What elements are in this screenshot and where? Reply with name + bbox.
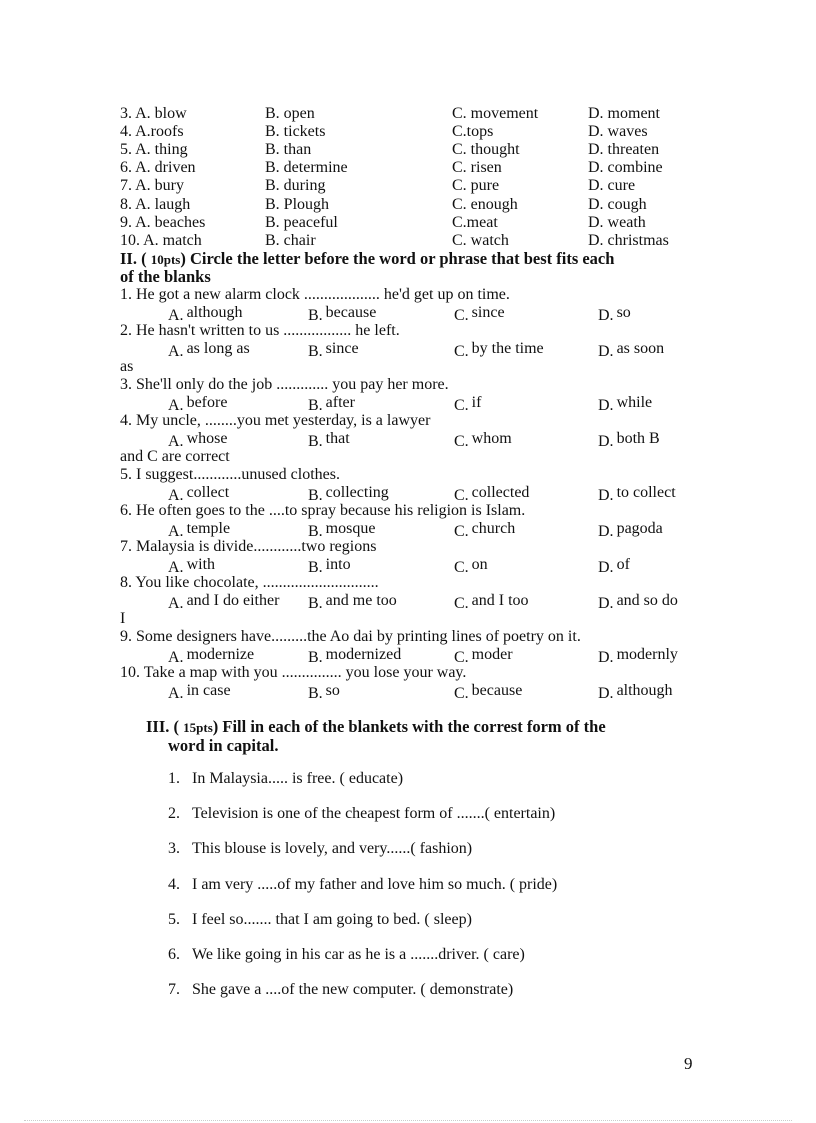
option-text: as long as <box>186 340 250 357</box>
option-letter: C. <box>454 685 469 702</box>
answer-option-a[interactable] <box>168 430 227 448</box>
option-text: temple <box>186 520 231 537</box>
option-text: into <box>325 556 351 573</box>
option-letter: C. <box>454 307 469 324</box>
pronunciation-option-a: 6. A. driven <box>120 159 196 177</box>
pronunciation-option-b: B. chair <box>265 231 316 249</box>
question-text: 4. My uncle, ........you met yesterday, is a lawyer <box>120 412 431 429</box>
pronunciation-option-d: D. weath <box>588 213 646 231</box>
answer-option-c[interactable] <box>454 556 488 574</box>
pronunciation-option-c: C. enough <box>452 195 518 213</box>
fill-in-item <box>168 804 708 824</box>
option-text: moder <box>471 646 513 663</box>
option-letter: A. <box>168 343 184 360</box>
option-text: after <box>325 394 355 411</box>
option-text: collected <box>471 484 530 501</box>
pronunciation-option-a: 4. A.roofs <box>120 123 184 141</box>
pronunciation-option-b: B. peaceful <box>265 213 338 231</box>
option-letter: B. <box>308 649 323 666</box>
option-letter: B. <box>308 307 323 324</box>
answer-options <box>168 484 708 502</box>
answer-option-b[interactable] <box>308 646 401 664</box>
option-letter: D. <box>598 523 614 540</box>
pronunciation-option-b: B. tickets <box>265 123 326 141</box>
option-letter: C. <box>454 487 469 504</box>
answer-option-c[interactable] <box>454 592 529 610</box>
option-text: whom <box>471 430 512 447</box>
option-text: although <box>616 682 673 699</box>
item-number: 2. <box>168 805 180 823</box>
answer-option-c[interactable] <box>454 484 529 502</box>
answer-option-d[interactable] <box>598 484 676 502</box>
answer-option-a[interactable] <box>168 646 254 664</box>
pronunciation-option-d: D. threaten <box>588 141 660 159</box>
option-text: because <box>325 304 377 321</box>
answer-option-b[interactable] <box>308 682 340 700</box>
answer-option-c[interactable] <box>454 430 512 448</box>
option-letter: A. <box>168 649 184 666</box>
fill-in-item <box>168 839 708 859</box>
answer-option-d[interactable] <box>598 682 673 700</box>
item-number: 5. <box>168 910 180 928</box>
item-text: We like going in his car as he is a .......driver. ( care) <box>192 946 525 963</box>
answer-option-d[interactable] <box>598 556 630 574</box>
option-text: of <box>616 556 630 573</box>
item-text: This blouse is lovely, and very......( fashion) <box>192 840 473 858</box>
section-3-heading-prefix: III. ( <box>146 717 184 736</box>
option-letter: C. <box>454 595 469 612</box>
option-text: and me too <box>325 592 397 609</box>
option-text: collect <box>186 484 230 501</box>
option-letter: C. <box>454 523 469 540</box>
option-text: pagoda <box>616 520 663 537</box>
fill-in-item <box>168 910 708 930</box>
section-2-heading-line-2: of the blanks <box>120 267 211 286</box>
pronunciation-option-c: C. risen <box>452 159 502 177</box>
option-letter: A. <box>168 433 184 450</box>
answer-option-b[interactable] <box>308 340 359 358</box>
option-text: before <box>186 394 228 411</box>
answer-option-b[interactable] <box>308 592 397 610</box>
pronunciation-row <box>120 214 710 232</box>
question-text: 9. Some designers have.........the Ao dai by printing lines of poetry on it. <box>120 628 581 645</box>
option-text: whose <box>186 430 228 447</box>
answer-option-a[interactable] <box>168 520 230 538</box>
option-letter: D. <box>598 595 614 612</box>
answer-option-a[interactable] <box>168 556 215 574</box>
section-2-heading-prefix: II. ( <box>120 249 151 268</box>
option-letter: A. <box>168 487 184 504</box>
pronunciation-option-a: 3. A. blow <box>120 105 187 122</box>
answer-option-b[interactable] <box>308 304 376 322</box>
answer-option-c[interactable] <box>454 340 544 358</box>
answer-options <box>168 340 708 358</box>
option-text: that <box>325 430 350 447</box>
option-text: if <box>471 394 482 411</box>
option-text: in case <box>186 682 231 699</box>
option-letter: C. <box>454 649 469 666</box>
option-text: so <box>616 304 631 321</box>
option-text: modernly <box>616 646 678 663</box>
pronunciation-option-b: B. open <box>265 105 315 122</box>
item-number: 4. <box>168 875 180 893</box>
option-letter: B. <box>308 487 323 504</box>
option-text: modernized <box>325 646 402 663</box>
answer-wrap-text: as <box>120 358 134 375</box>
answer-option-a[interactable] <box>168 682 231 700</box>
question-text: 10. Take a map with you ............... you lose your way. <box>120 664 467 681</box>
answer-options <box>168 520 708 538</box>
answer-option-b[interactable] <box>308 520 375 538</box>
question-text: 8. You like chocolate, ............................. <box>120 574 379 591</box>
answer-option-d[interactable] <box>598 592 678 610</box>
option-text: church <box>471 520 516 537</box>
answer-option-d[interactable] <box>598 304 631 322</box>
option-text: and so do <box>616 592 678 609</box>
pronunciation-row <box>120 232 710 250</box>
pronunciation-option-c: C. pure <box>452 177 500 195</box>
pronunciation-option-a: 10. A. match <box>120 231 202 249</box>
option-letter: B. <box>308 523 323 540</box>
option-letter: A. <box>168 595 184 612</box>
pronunciation-option-d: D. moment <box>588 105 660 122</box>
option-letter: A. <box>168 559 184 576</box>
fill-in-item <box>168 945 708 965</box>
answer-option-a[interactable] <box>168 394 227 412</box>
option-text: modernize <box>186 646 255 663</box>
pronunciation-option-c: C. movement <box>452 105 539 122</box>
option-letter: B. <box>308 595 323 612</box>
answer-options <box>168 646 708 664</box>
section-3-points: 15pts <box>183 720 213 735</box>
answer-option-d[interactable] <box>598 340 664 358</box>
answer-option-c[interactable] <box>454 304 505 322</box>
option-letter: D. <box>598 685 614 702</box>
option-text: by the time <box>471 340 544 357</box>
section-3-heading <box>146 717 706 737</box>
option-letter: D. <box>598 343 614 360</box>
answer-options <box>168 556 708 574</box>
option-letter: A. <box>168 307 184 324</box>
pronunciation-option-a: 8. A. laugh <box>120 195 191 213</box>
item-number: 7. <box>168 981 180 999</box>
pronunciation-row <box>120 141 710 159</box>
option-letter: A. <box>168 397 184 414</box>
pronunciation-option-a: 9. A. beaches <box>120 213 206 231</box>
pronunciation-option-b: B. Plough <box>265 195 330 213</box>
answer-option-a[interactable] <box>168 592 279 610</box>
answer-option-c[interactable] <box>454 646 513 664</box>
option-letter: C. <box>454 397 469 414</box>
pronunciation-row <box>120 105 710 123</box>
option-text: while <box>616 394 653 411</box>
option-letter: A. <box>168 523 184 540</box>
item-text: She gave a ....of the new computer. ( demonstrate) <box>192 981 514 999</box>
option-text: mosque <box>325 520 376 537</box>
option-text: and I do either <box>186 592 280 609</box>
pronunciation-option-d: D. waves <box>588 123 648 141</box>
pronunciation-row <box>120 123 710 141</box>
pronunciation-option-c: C. watch <box>452 231 509 249</box>
option-letter: C. <box>454 433 469 450</box>
answer-option-a[interactable] <box>168 484 229 502</box>
section-2-heading-text: ) Circle the letter before the word or phrase that best fits each <box>180 249 615 268</box>
answer-wrap-text: and C are correct <box>120 448 230 465</box>
option-letter: D. <box>598 433 614 450</box>
answer-option-d[interactable] <box>598 520 663 538</box>
option-text: collecting <box>325 484 389 501</box>
option-letter: B. <box>308 559 323 576</box>
pronunciation-option-b: B. during <box>265 177 326 195</box>
pronunciation-row <box>120 196 710 214</box>
answer-option-b[interactable] <box>308 430 350 448</box>
pronunciation-option-d: D. combine <box>588 159 663 177</box>
pronunciation-option-d: D. cough <box>588 195 647 213</box>
question-text: 7. Malaysia is divide............two regions <box>120 538 377 555</box>
page-number: 9 <box>684 1054 693 1073</box>
item-text: Television is one of the cheapest form of .......( entertain) <box>192 805 556 823</box>
option-text: because <box>471 682 523 699</box>
option-letter: C. <box>454 343 469 360</box>
question-text: 5. I suggest............unused clothes. <box>120 466 340 483</box>
pronunciation-option-b: B. than <box>265 141 312 159</box>
option-text: and I too <box>471 592 529 609</box>
section-3-heading-text: ) Fill in each of the blankets with the correst form of the <box>212 717 606 736</box>
answer-option-b[interactable] <box>308 484 389 502</box>
pronunciation-row <box>120 177 710 195</box>
item-number: 3. <box>168 840 180 858</box>
option-letter: B. <box>308 397 323 414</box>
answer-options <box>168 394 708 412</box>
answer-option-d[interactable] <box>598 430 660 448</box>
option-letter: D. <box>598 397 614 414</box>
fill-in-item <box>168 769 708 789</box>
option-letter: D. <box>598 487 614 504</box>
option-text: since <box>471 304 505 321</box>
question-text: 2. He hasn't written to us ................. he left. <box>120 322 400 339</box>
section-3-heading-line-2: word in capital. <box>168 736 279 755</box>
item-text: I feel so....... that I am going to bed. ( sleep) <box>192 910 472 928</box>
question-text: 3. She'll only do the job ............. you pay her more. <box>120 376 449 393</box>
option-text: to collect <box>616 484 676 501</box>
item-number: 1. <box>168 770 180 787</box>
option-text: on <box>471 556 488 573</box>
answer-option-a[interactable] <box>168 340 250 358</box>
fill-in-item <box>168 980 708 1000</box>
option-letter: C. <box>454 559 469 576</box>
answer-options <box>168 592 708 610</box>
answer-option-c[interactable] <box>454 394 481 412</box>
fill-in-item <box>168 875 708 895</box>
item-number: 6. <box>168 946 180 963</box>
section-2-points: 10pts <box>150 252 181 267</box>
pronunciation-option-d: D. cure <box>588 177 636 195</box>
answer-option-a[interactable] <box>168 304 243 322</box>
answer-option-d[interactable] <box>598 646 678 664</box>
option-text: although <box>186 304 243 321</box>
page-footer-divider <box>24 1120 792 1121</box>
answer-options <box>168 304 708 322</box>
option-letter: D. <box>598 649 614 666</box>
option-letter: D. <box>598 307 614 324</box>
pronunciation-option-c: C. thought <box>452 141 520 159</box>
question-text: 6. He often goes to the ....to spray because his religion is Islam. <box>120 502 526 519</box>
pronunciation-option-b: B. determine <box>265 159 348 177</box>
answer-wrap-text: I <box>120 610 126 627</box>
item-text: In Malaysia..... is free. ( educate) <box>192 770 404 787</box>
answer-option-b[interactable] <box>308 556 351 574</box>
question-text: 1. He got a new alarm clock ................... he'd get up on time. <box>120 286 510 303</box>
pronunciation-row <box>120 159 710 177</box>
option-text: with <box>186 556 216 573</box>
pronunciation-option-c: C.tops <box>452 123 494 141</box>
option-letter: B. <box>308 685 323 702</box>
option-letter: A. <box>168 685 184 702</box>
pronunciation-option-d: D. christmas <box>588 231 669 249</box>
answer-option-c[interactable] <box>454 682 522 700</box>
answer-option-c[interactable] <box>454 520 515 538</box>
answer-options <box>168 682 708 700</box>
pronunciation-option-c: C.meat <box>452 213 498 231</box>
answer-option-d[interactable] <box>598 394 652 412</box>
pronunciation-option-a: 7. A. bury <box>120 177 184 195</box>
option-text: as soon <box>616 340 665 357</box>
item-text: I am very .....of my father and love him so much. ( pride) <box>192 875 558 893</box>
option-letter: B. <box>308 433 323 450</box>
pronunciation-option-a: 5. A. thing <box>120 141 188 159</box>
option-text: both B <box>616 430 660 447</box>
answer-option-b[interactable] <box>308 394 355 412</box>
option-text: so <box>325 682 340 699</box>
answer-options <box>168 430 708 448</box>
option-letter: D. <box>598 559 614 576</box>
option-letter: B. <box>308 343 323 360</box>
option-text: since <box>325 340 359 357</box>
